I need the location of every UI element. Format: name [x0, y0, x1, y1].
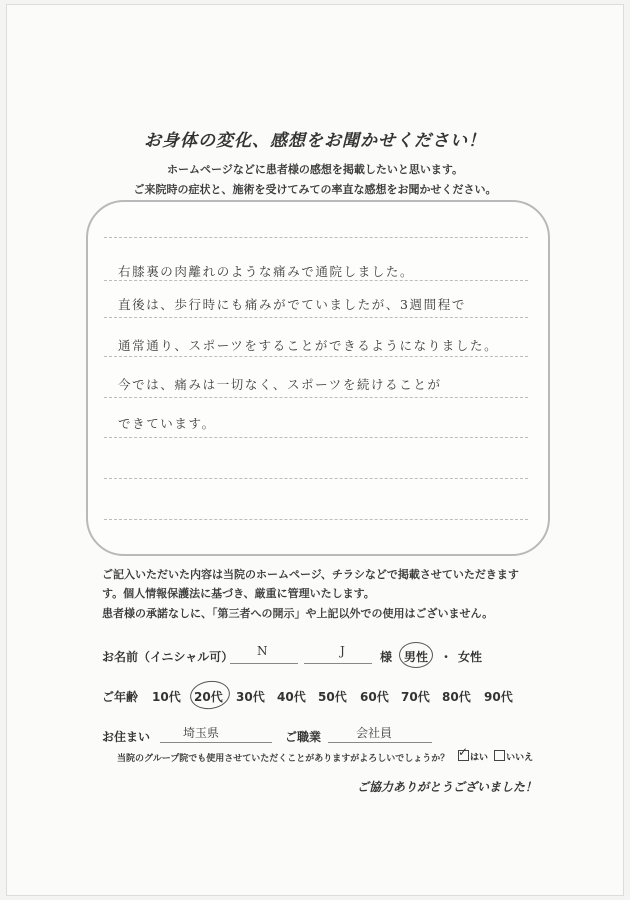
checkbox-no[interactable] — [494, 750, 505, 761]
name-initial-2-underline — [304, 663, 372, 664]
age-option-50s[interactable]: 50代 — [318, 690, 347, 704]
gender-selected-circle — [399, 642, 433, 668]
name-initial-2: J — [340, 644, 345, 658]
job-label: ご職業 — [285, 730, 322, 744]
notice-line-2: す。個人情報保護法に基づき、厳重に管理いたします。 — [102, 587, 375, 600]
ruled-line — [104, 397, 528, 398]
age-option-90s[interactable]: 90代 — [484, 690, 513, 704]
age-option-60s[interactable]: 60代 — [360, 690, 389, 704]
name-initial-1: N — [257, 644, 268, 658]
address-underline — [160, 742, 272, 743]
age-option-40s[interactable]: 40代 — [277, 690, 306, 704]
ruled-line — [104, 437, 528, 438]
age-option-20s[interactable]: 20代 — [194, 690, 223, 704]
testimonial-line: できています。 — [118, 416, 216, 431]
name-label: お名前（イニシャル可） — [102, 650, 234, 664]
age-option-30s[interactable]: 30代 — [236, 690, 265, 704]
age-option-70s[interactable]: 70代 — [401, 690, 430, 704]
honorific: 様 — [380, 650, 393, 664]
job-value: 会社員 — [356, 726, 393, 740]
job-underline — [328, 742, 432, 743]
permission-no-label: いいえ — [506, 753, 534, 763]
gender-separator: ・ — [440, 650, 453, 664]
age-label: ご年齢 — [102, 690, 139, 704]
ruled-line — [104, 237, 528, 238]
notice-line-3: 患者様の承諾なしに、「第三者への開示」や上記以外での使用はございません。 — [102, 607, 494, 620]
checkbox-yes[interactable] — [458, 745, 469, 761]
gender-male[interactable]: 男性 — [404, 650, 429, 664]
testimonial-line: 右膝裏の肉離れのような痛みで通院しました。 — [118, 264, 415, 279]
intro-line-1: ホームページなどに患者様の感想を掲載したいと思います。 — [167, 163, 463, 176]
address-value: 埼玉県 — [183, 726, 220, 740]
permission-question: 当院のグループ院でも使用させていただくことがありますがよろしいでしょうか？ — [117, 754, 450, 764]
closing-message: ご協力ありがとうございました！ — [357, 780, 538, 794]
ruled-line — [104, 519, 528, 520]
form-title: お身体の変化、感想をお聞かせください！ — [144, 131, 486, 151]
ruled-line — [104, 356, 528, 357]
permission-options — [458, 745, 534, 763]
testimonial-line: 今では、痛みは一切なく、スポーツを続けることが — [118, 377, 442, 392]
testimonial-line: 通常通り、スポーツをすることができるようになりました。 — [118, 338, 499, 353]
ruled-line — [104, 317, 528, 318]
intro-line-2: ご来院時の症状と、施術を受けてみての率直な感想をお聞かせください。 — [133, 183, 497, 196]
testimonial-line: 直後は、歩行時にも痛みがでていましたが、3週間程で — [118, 297, 466, 312]
ruled-line — [104, 280, 528, 281]
name-initial-1-underline — [230, 663, 298, 664]
age-option-80s[interactable]: 80代 — [442, 690, 471, 704]
notice-line-1: ご記入いただいた内容は当院のホームページ、チラシなどで掲載させていただきます — [102, 568, 519, 581]
address-label: お住まい — [102, 730, 151, 744]
age-option-10s[interactable]: 10代 — [152, 690, 181, 704]
permission-yes-label: はい — [470, 753, 489, 763]
check-mark-icon: ✓ — [458, 745, 469, 759]
gender-female[interactable]: 女性 — [458, 650, 483, 664]
ruled-line — [104, 478, 528, 479]
